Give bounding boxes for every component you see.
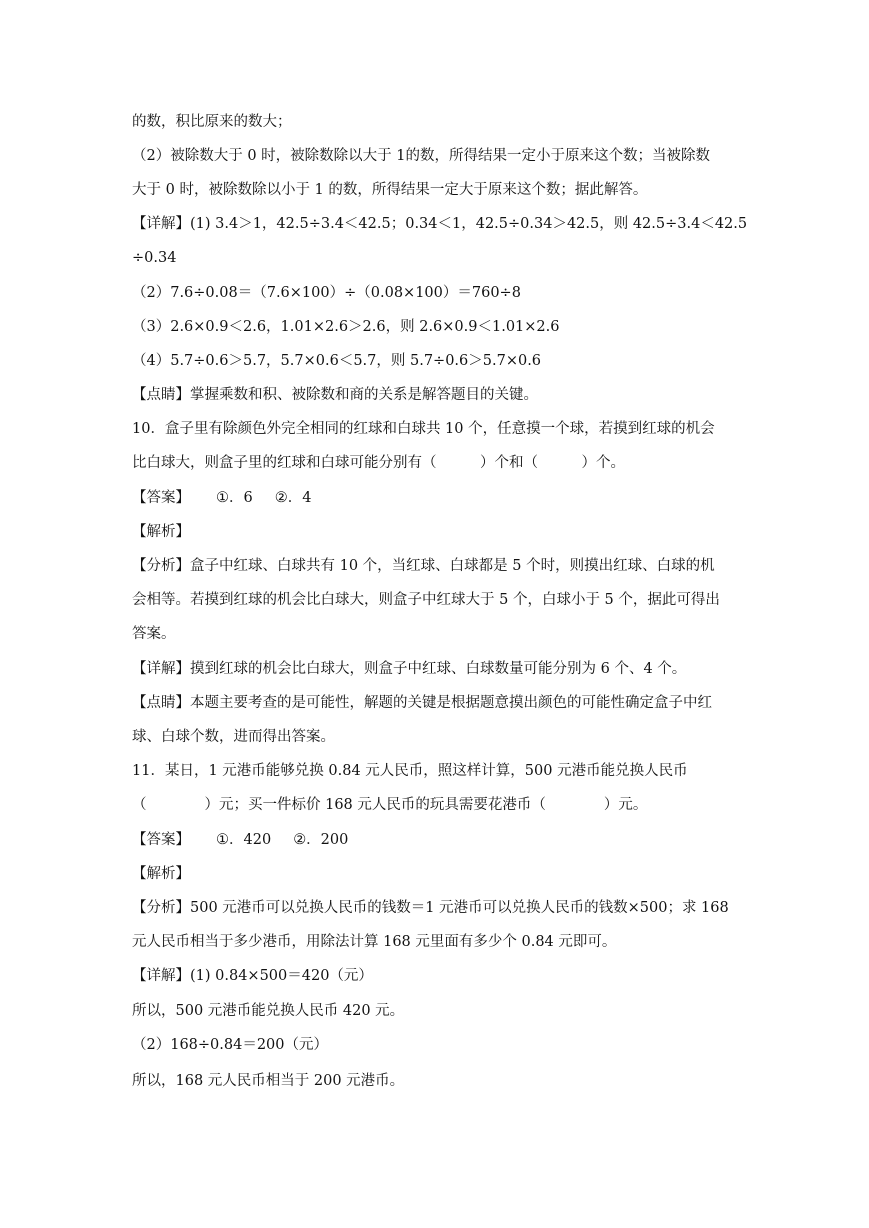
answer-2: ②．4 (274, 490, 312, 506)
text-line: 比白球大，则盒子里的红球和白球可能分别有（ ）个和（ ）个。 (132, 455, 625, 471)
question-11: 11．某日，1 元港币能够兑换 0.84 元人民币，照这样计算，500 元港币能兑换人民币 (132, 763, 688, 779)
text-line: 【点睛】掌握乘数和积、被除数和商的关系是解答题目的关键。 (132, 387, 538, 403)
text-line: 【点睛】本题主要考查的是可能性，解题的关键是根据题意摸出颜色的可能性确定盒子中红 (132, 695, 712, 711)
answer-line-10 (132, 488, 762, 508)
text-line: 【详解】(1) 0.84×500＝420（元） (132, 968, 373, 984)
text-line: （2）168÷0.84＝200（元） (132, 1037, 329, 1053)
answer-1: ①．6 (216, 490, 253, 506)
answer-line-11 (132, 830, 762, 850)
answer-label: 【答案】 (132, 832, 190, 848)
text-line: 【分析】盒子中红球、白球共有 10 个，当红球、白球都是 5 个时，则摸出红球、白球的机 (132, 558, 715, 574)
text-line: （2）7.6÷0.08＝（7.6×100）÷（0.08×100）＝760÷8 (132, 285, 521, 301)
answer-1: ①．420 (216, 832, 272, 848)
text-line: （3）2.6×0.9＜2.6，1.01×2.6＞2.6，则 2.6×0.9＜1.01×2.6 (132, 319, 560, 335)
answer-2: ②．200 (293, 832, 349, 848)
text-line: 球、白球个数，进而得出答案。 (132, 729, 335, 745)
text-line: 元人民币相当于多少港币，用除法计算 168 元里面有多少个 0.84 元即可。 (132, 934, 617, 950)
question-10: 10．盒子里有除颜色外完全相同的红球和白球共 10 个，任意摸一个球，若摸到红球的机会 (132, 421, 715, 437)
text-line: （2）被除数大于 0 时，被除数除以大于 1的数，所得结果一定小于原来这个数；当被除数 (132, 148, 710, 164)
section-label: 【解析】 (132, 866, 190, 882)
text-line: 会相等。若摸到红球的机会比白球大，则盒子中红球大于 5 个，白球小于 5 个，据此可得出 (132, 592, 720, 608)
text-line: 所以，168 元人民币相当于 200 元港币。 (132, 1073, 405, 1089)
text-line: ÷0.34 (132, 250, 177, 266)
text-line: 【详解】(1) 3.4＞1，42.5÷3.4＜42.5；0.34＜1，42.5÷0.34＞42.5，则 42.5÷3.4＜42.5 (132, 216, 748, 232)
text-line: 【分析】500 元港币可以兑换人民币的钱数＝1 元港币可以兑换人民币的钱数×500；求 168 (132, 900, 729, 916)
text-line: （ ）元；买一件标价 168 元人民币的玩具需要花港币（ ）元。 (132, 797, 648, 813)
text-line: 答案。 (132, 626, 176, 642)
section-label: 【解析】 (132, 524, 190, 540)
text-line: 大于 0 时，被除数除以小于 1 的数，所得结果一定大于原来这个数；据此解答。 (132, 182, 648, 198)
text-line: 所以，500 元港币能兑换人民币 420 元。 (132, 1003, 405, 1019)
text-line: （4）5.7÷0.6＞5.7，5.7×0.6＜5.7，则 5.7÷0.6＞5.7×0.6 (132, 353, 542, 369)
answer-label: 【答案】 (132, 490, 190, 506)
text-line: 的数，积比原来的数大； (132, 114, 292, 130)
text-line: 【详解】摸到红球的机会比白球大，则盒子中红球、白球数量可能分别为 6 个、4 个。 (132, 661, 687, 677)
